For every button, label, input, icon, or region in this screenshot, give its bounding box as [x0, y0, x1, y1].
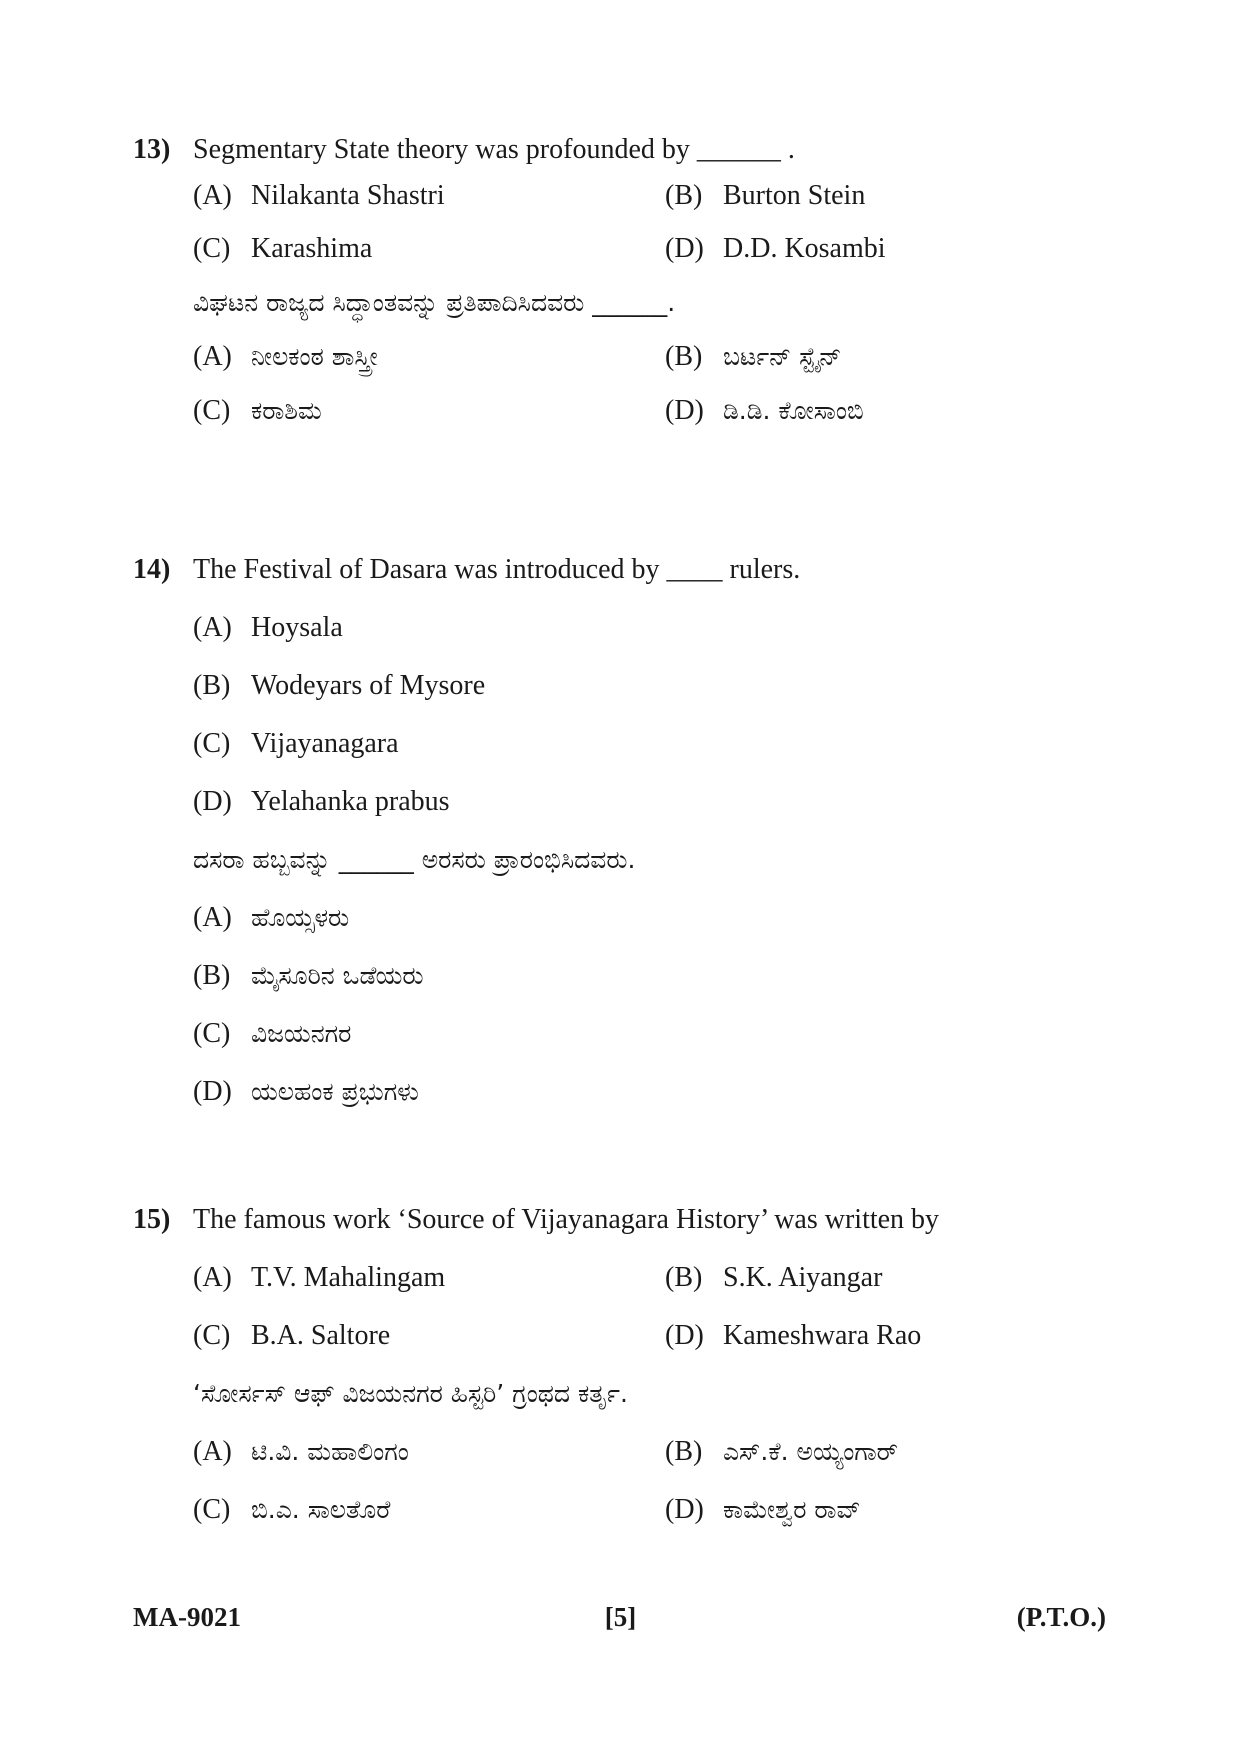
page-footer	[0, 1597, 1241, 1637]
option-c-kannada: (C) ವಿಜಯನಗರ	[193, 1018, 352, 1049]
question-stem	[133, 1200, 1133, 1240]
option-c: (C) Vijayanagara	[193, 728, 399, 759]
option-d-kannada: (D) ಯಲಹಂಕ ಪ್ರಭುಗಳು	[193, 1076, 419, 1107]
question-text: The famous work ‘Source of Vijayanagara History’ was written by	[193, 1204, 940, 1235]
question-text-kannada: ವಿಘಟನ ರಾಜ್ಯದ ಸಿದ್ಧಾಂತವನ್ನು ಪ್ರತಿಪಾದಿಸಿದವರು ______.	[193, 288, 676, 317]
option-a: (A) Nilakanta Shastri	[193, 180, 445, 211]
question-number: 13)	[133, 134, 171, 165]
option-a-kannada: (A) ಹೊಯ್ಸಳರು	[193, 902, 350, 933]
options-row-kannada	[193, 1432, 1133, 1472]
option-a: (A) Hoysala	[193, 612, 343, 643]
options-row	[193, 229, 1133, 269]
options-row-kannada	[193, 391, 1133, 431]
option-c-kannada: (C) ಕರಾಶಿಮ	[193, 395, 322, 426]
question-text: Segmentary State theory was profounded by ______ .	[193, 134, 795, 165]
option-b: (B) Burton Stein	[665, 180, 866, 211]
question-text: The Festival of Dasara was introduced by ____ rulers.	[193, 554, 801, 585]
option-a-kannada: (A) ಟಿ.ವಿ. ಮಹಾಲಿಂಗಂ	[193, 1436, 409, 1467]
option-a-kannada: (A) ನೀಲಕಂಠ ಶಾಸ್ತ್ರೀ	[193, 341, 378, 372]
option-d: (D) Kameshwara Rao	[665, 1320, 922, 1351]
options-row-kannada	[193, 1490, 1133, 1530]
option-row	[193, 608, 1133, 648]
option-d: (D) D.D. Kosambi	[665, 233, 886, 264]
options-row	[193, 1316, 1133, 1356]
options-row-kannada	[193, 337, 1133, 377]
option-c: (C) Karashima	[193, 233, 373, 264]
option-d-kannada: (D) ಡಿ.ಡಿ. ಕೋಸಾಂಬಿ	[665, 395, 864, 426]
option-c: (C) B.A. Saltore	[193, 1320, 391, 1351]
options-row	[193, 176, 1133, 216]
options-row	[193, 1258, 1133, 1298]
question-14	[133, 550, 1133, 1112]
question-15	[133, 1200, 1133, 1530]
option-d: (D) Yelahanka prabus	[193, 786, 450, 817]
question-stem	[133, 130, 1133, 170]
question-13	[133, 130, 1133, 431]
option-b-kannada: (B) ಎಸ್.ಕೆ. ಅಯ್ಯಂಗಾರ್	[665, 1436, 898, 1467]
option-row	[193, 782, 1133, 822]
question-text-kannada: ದಸರಾ ಹಬ್ಬವನ್ನು ______ ಅರಸರು ಪ್ರಾರಂಭಿಸಿದವರು.	[193, 845, 636, 874]
option-row-kannada	[193, 898, 1133, 938]
option-a: (A) T.V. Mahalingam	[193, 1262, 446, 1293]
option-row-kannada	[193, 956, 1133, 996]
option-row-kannada	[193, 1072, 1133, 1112]
paper-code: MA-9021	[133, 1602, 241, 1632]
option-b-kannada: (B) ಬರ್ಟನ್ ಸ್ಟೈನ್	[665, 341, 842, 372]
please-turn-over: (P.T.O.)	[1016, 1602, 1106, 1632]
option-d-kannada: (D) ಕಾಮೇಶ್ವರ ರಾವ್	[665, 1494, 861, 1525]
question-text-kannada: ‘ಸೋರ್ಸಸ್ ಆಫ್ ವಿಜಯನಗರ ಹಿಸ್ಟರಿ’ ಗ್ರಂಥದ ಕರ್ತೃ.	[193, 1379, 628, 1408]
option-b-kannada: (B) ಮೈಸೂರಿನ ಒಡೆಯರು	[193, 960, 424, 991]
page-number: [5]	[604, 1602, 637, 1632]
option-b: (B) S.K. Aiyangar	[665, 1262, 883, 1293]
option-b: (B) Wodeyars of Mysore	[193, 670, 486, 701]
option-row	[193, 724, 1133, 764]
option-c-kannada: (C) ಬಿ.ಎ. ಸಾಲತೊರೆ	[193, 1494, 391, 1525]
question-number: 14)	[133, 554, 171, 585]
question-number: 15)	[133, 1204, 171, 1235]
option-row-kannada	[193, 1014, 1133, 1054]
question-stem	[133, 550, 1133, 590]
option-row	[193, 666, 1133, 706]
